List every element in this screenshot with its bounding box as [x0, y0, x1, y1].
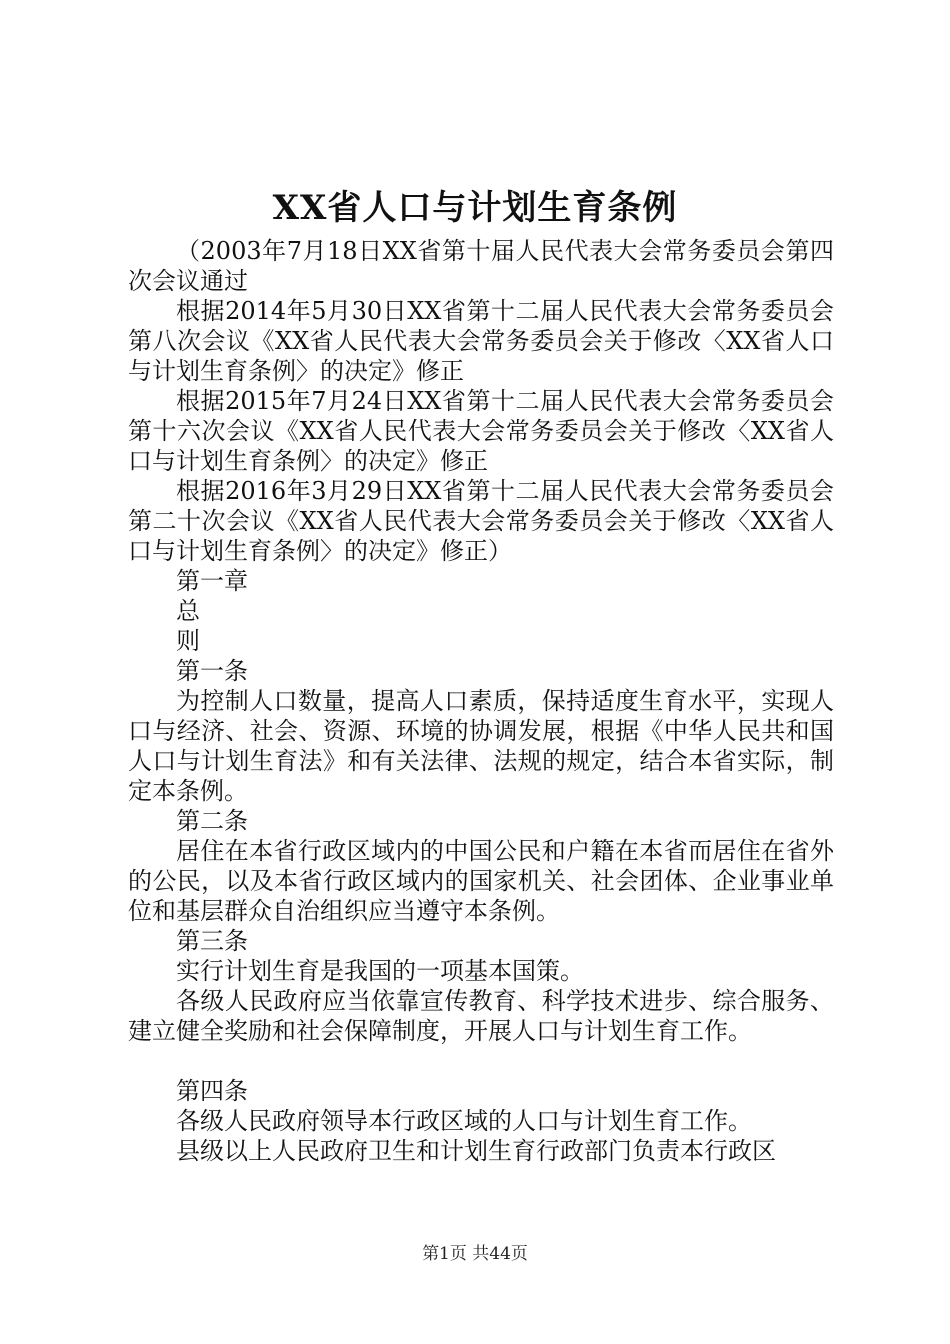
paragraph: 根据2014年5月30日XX省第十二届人民代表大会常务委员会第八次会议《XX省人民代表大会常务委员会关于修改〈XX省人口与计划生育条例〉的决定》修正: [128, 297, 834, 385]
document-title: XX省人口与计划生育条例: [272, 188, 678, 228]
chapter-heading: 则: [176, 627, 200, 655]
article-heading: 第一条: [176, 657, 248, 685]
document-body: [128, 236, 834, 1166]
article-heading: 第三条: [176, 927, 248, 955]
paragraph: 各级人民政府领导本行政区域的人口与计划生育工作。: [176, 1107, 752, 1135]
article-heading: 第四条: [176, 1077, 248, 1105]
paragraph: （2003年7月18日XX省第十届人民代表大会常务委员会第四次会议通过: [128, 237, 834, 295]
page-number: 第1页 共44页: [422, 1244, 528, 1264]
paragraph: 居住在本省行政区域内的中国公民和户籍在本省而居住在省外的公民，以及本省行政区域内的国家机关、社会团体、企业事业单位和基层群众自治组织应当遵守本条例。: [128, 837, 834, 925]
paragraph: 县级以上人民政府卫生和计划生育行政部门负责本行政区: [176, 1137, 776, 1165]
paragraph: 根据2015年7月24日XX省第十二届人民代表大会常务委员会第十六次会议《XX省人民代表大会常务委员会关于修改〈XX省人口与计划生育条例〉的决定》修正: [128, 387, 834, 475]
article-heading: 第二条: [176, 807, 248, 835]
paragraph: 各级人民政府应当依靠宣传教育、科学技术进步、综合服务、建立健全奖励和社会保障制度，开展人口与计划生育工作。: [128, 987, 834, 1045]
paragraph: 实行计划生育是我国的一项基本国策。: [176, 957, 584, 985]
paragraph: 为控制人口数量，提高人口素质，保持适度生育水平，实现人口与经济、社会、资源、环境的协调发展，根据《中华人民共和国人口与计划生育法》和有关法律、法规的规定，结合本省实际，制定本条例。: [128, 687, 834, 805]
chapter-heading: 总: [176, 597, 200, 625]
chapter-heading: 第一章: [176, 567, 248, 595]
paragraph: 根据2016年3月29日XX省第十二届人民代表大会常务委员会第二十次会议《XX省人民代表大会常务委员会关于修改〈XX省人口与计划生育条例〉的决定》修正）: [128, 477, 834, 565]
